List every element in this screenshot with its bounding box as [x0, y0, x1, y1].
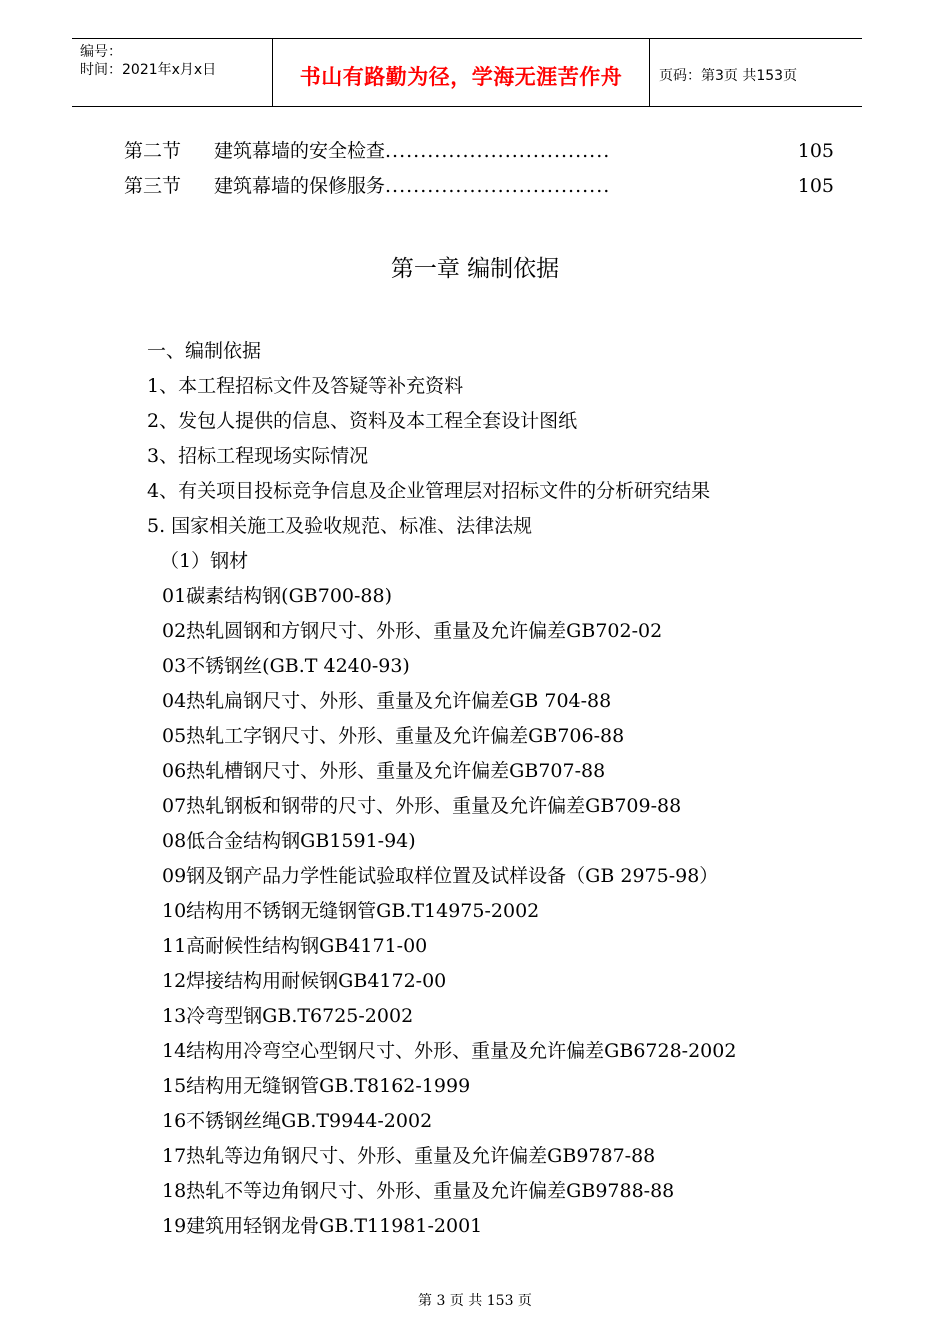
standard-item: 14结构用冷弯空心型钢尺寸、外形、重量及允许偏差GB6728-2002: [162, 1040, 737, 1062]
toc-section: 第三节: [124, 175, 182, 197]
list-item: 1、本工程招标文件及答疑等补充资料: [147, 375, 464, 397]
list-item: 4、有关项目投标竞争信息及企业管理层对招标文件的分析研究结果: [147, 480, 711, 502]
toc-title: 建筑幕墙的安全检查: [214, 140, 386, 162]
standard-item: 16不锈钢丝绳GB.T9944-2002: [162, 1110, 433, 1132]
header-motto-cell: [272, 39, 650, 106]
standard-item: 05热轧工字钢尺寸、外形、重量及允许偏差GB706-88: [162, 725, 625, 747]
toc-title: 建筑幕墙的保修服务: [214, 175, 386, 197]
toc-page-number: 105: [797, 175, 834, 197]
toc-section: 第二节: [124, 140, 182, 162]
standard-item: 04热轧扁钢尺寸、外形、重量及允许偏差GB 704-88: [162, 690, 612, 712]
list-item: 5. 国家相关施工及验收规范、标准、法律法规: [147, 515, 533, 537]
list-item: 3、招标工程现场实际情况: [147, 445, 369, 467]
list-item: 2、发包人提供的信息、资料及本工程全套设计图纸: [147, 410, 578, 432]
standard-item: 01碳素结构钢(GB700-88): [162, 585, 393, 607]
standard-item: 13冷弯型钢GB.T6725-2002: [162, 1005, 414, 1027]
chapter-title: 第一章 编制依据: [390, 256, 560, 282]
standard-item: 18热轧不等边角钢尺寸、外形、重量及允许偏差GB9788-88: [162, 1180, 675, 1202]
standard-item: 09钢及钢产品力学性能试验取样位置及试样设备（GB 2975-98）: [162, 865, 719, 887]
standard-item: 15结构用无缝钢管GB.T8162-1999: [162, 1075, 471, 1097]
document-time-label: 时间：2021年x月x日: [80, 62, 217, 78]
standard-item: 17热轧等边角钢尺寸、外形、重量及允许偏差GB9787-88: [162, 1145, 656, 1167]
header-page-cell: [649, 39, 862, 106]
page-footer: 第 3 页 共 153 页: [418, 1293, 532, 1309]
toc-entry: [124, 139, 834, 163]
header-meta-cell: [72, 39, 272, 106]
standard-item: 12焊接结构用耐候钢GB4172-00: [162, 970, 447, 992]
standard-item: 08低合金结构钢GB1591-94): [162, 830, 416, 852]
standard-item: 10结构用不锈钢无缝钢管GB.T14975-2002: [162, 900, 540, 922]
document-number-label: 编号：: [80, 44, 122, 60]
standard-item: 06热轧槽钢尺寸、外形、重量及允许偏差GB707-88: [162, 760, 606, 782]
standard-item: 11高耐候性结构钢GB4171-00: [162, 935, 428, 957]
section-heading: 一、编制依据: [147, 340, 262, 362]
toc-leader-dots: ................................: [385, 175, 611, 197]
header-motto: 书山有路勤为径，学海无涯苦作舟: [299, 65, 623, 89]
toc-page-number: 105: [797, 140, 834, 162]
standard-item: 07热轧钢板和钢带的尺寸、外形、重量及允许偏差GB709-88: [162, 795, 682, 817]
page-header-table: [72, 38, 862, 107]
header-page-label: 页码：第3页 共153页: [659, 68, 798, 84]
standard-item: 03不锈钢丝(GB.T 4240-93): [162, 655, 410, 677]
standard-item: 02热轧圆钢和方钢尺寸、外形、重量及允许偏差GB702-02: [162, 620, 663, 642]
subsection-heading: （1）钢材: [160, 550, 249, 572]
toc-entry: [124, 174, 834, 198]
standard-item: 19建筑用轻钢龙骨GB.T11981-2001: [162, 1215, 483, 1237]
toc-leader-dots: ................................: [385, 140, 611, 162]
